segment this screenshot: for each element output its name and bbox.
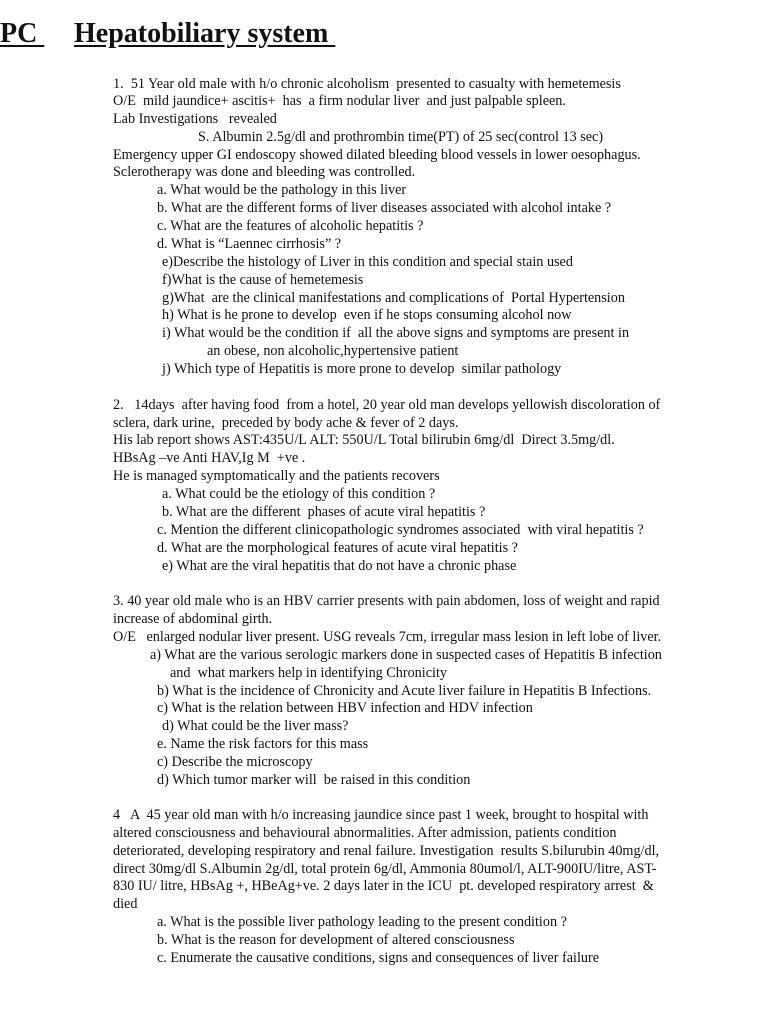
q2-item-a: a. What could be the etiology of this condition ?	[162, 486, 436, 502]
q4-stem-line-2: altered consciousness and behavioural abnormalities. After admission, patients condition	[113, 825, 617, 841]
q3-item-e: e. Name the risk factors for this mass	[157, 736, 369, 752]
q4-item-b: b. What is the reason for development of altered consciousness	[157, 932, 515, 948]
q1-item-b: b. What are the different forms of liver diseases associated with alcohol intake ?	[157, 200, 612, 216]
q2-stem-line-4: HBsAg –ve Anti HAV,Ig M +ve .	[113, 450, 306, 466]
q1-stem-line-6: Sclerotherapy was done and bleeding was controlled.	[113, 164, 416, 180]
q1-item-a: a. What would be the pathology in this liver	[157, 182, 407, 198]
q2-item-c: c. Mention the different clinicopathologic syndromes associated with viral hepatitis ?	[157, 522, 644, 538]
q1-item-d: d. What is “Laennec cirrhosis” ?	[157, 236, 342, 252]
q3-item-d2: d) Which tumor marker will be raised in this condition	[157, 772, 471, 788]
q1-item-f: f)What is the cause of hemetemesis	[162, 272, 364, 288]
q1-item-g: g)What are the clinical manifestations and complications of Portal Hypertension	[162, 290, 625, 306]
q2-stem-line-2: sclera, dark urine, preceded by body ache & fever of 2 days.	[113, 415, 459, 431]
q4-stem-line-1: 4 A 45 year old man with h/o increasing jaundice since past 1 week, brought to hospital with	[113, 807, 649, 823]
q2-stem-line-5: He is managed symptomatically and the patients recovers	[113, 468, 440, 484]
q4-item-c: c. Enumerate the causative conditions, signs and consequences of liver failure	[157, 950, 600, 966]
q3-item-a-cont: and what markers help in identifying Chronicity	[170, 665, 447, 681]
q4-item-a: a. What is the possible liver pathology leading to the present condition ?	[157, 914, 567, 930]
q4-stem-line-4: direct 30mg/dl S.Albumin 2g/dl, total protein 6g/dl, Ammonia 80umol/l, ALT-900IU/litre, AST-	[113, 861, 657, 877]
q3-item-b: b) What is the incidence of Chronicity and Acute liver failure in Hepatitis B Infections.	[157, 683, 652, 699]
q1-item-j: j) Which type of Hepatitis is more prone to develop similar pathology	[162, 361, 562, 377]
page-title: Hepatobiliary system	[74, 18, 336, 49]
q3-item-c2: c) Describe the microscopy	[157, 754, 313, 770]
q3-item-a: a) What are the various serologic markers done in suspected cases of Hepatitis B infection	[150, 647, 662, 663]
q2-item-d: d. What are the morphological features of acute viral hepatitis ?	[157, 540, 518, 556]
q1-stem-line-1: 1. 51 Year old male with h/o chronic alcoholism presented to casualty with hemetemesis	[113, 76, 621, 92]
q4-stem-line-3: deteriorated, developing respiratory and renal failure. Investigation results S.bilurubin 40mg/dl,	[113, 843, 660, 859]
q3-item-d: d) What could be the liver mass?	[162, 718, 349, 734]
q3-item-c: c) What is the relation between HBV infection and HDV infection	[157, 700, 533, 716]
q1-stem-line-3: Lab Investigations revealed	[113, 111, 277, 127]
q1-item-h: h) What is he prone to develop even if he stops consuming alcohol now	[162, 307, 572, 323]
q3-stem-line-3: O/E enlarged nodular liver present. USG reveals 7cm, irregular mass lesion in left lobe of liver.	[113, 629, 662, 645]
q1-stem-line-2: O/E mild jaundice+ ascitis+ has a firm nodular liver and just palpable spleen.	[113, 93, 566, 109]
q2-item-b: b. What are the different phases of acute viral hepatitis ?	[162, 504, 486, 520]
q3-stem-line-2: increase of abdominal girth.	[113, 611, 273, 627]
q2-stem-line-1: 2. 14days after having food from a hotel, 20 year old man develops yellowish discoloration of	[113, 397, 661, 413]
q3-stem-line-1: 3. 40 year old male who is an HBV carrier presents with pain abdomen, loss of weight and rapid	[113, 593, 660, 609]
header-prefix: PC	[0, 18, 45, 49]
q1-stem-line-5: Emergency upper GI endoscopy showed dilated bleeding blood vessels in lower oesophagus.	[113, 147, 641, 163]
q1-item-e: e)Describe the histology of Liver in this condition and special stain used	[162, 254, 573, 270]
q4-stem-line-5: 830 IU/ litre, HBsAg +, HBeAg+ve. 2 days later in the ICU pt. developed respiratory arrest &	[113, 878, 654, 894]
q1-item-c: c. What are the features of alcoholic hepatitis ?	[157, 218, 424, 234]
q4-stem-line-6: died	[113, 896, 138, 912]
q1-item-i-cont: an obese, non alcoholic,hypertensive patient	[207, 343, 459, 359]
q2-stem-line-3: His lab report shows AST:435U/L ALT: 550U/L Total bilirubin 6mg/dl Direct 3.5mg/dl.	[113, 432, 615, 448]
q1-stem-line-4: S. Albumin 2.5g/dl and prothrombin time(PT) of 25 sec(control 13 sec)	[198, 129, 604, 145]
q1-item-i: i) What would be the condition if all the above signs and symptoms are present in	[162, 325, 630, 341]
q2-item-e: e) What are the viral hepatitis that do not have a chronic phase	[162, 558, 517, 574]
